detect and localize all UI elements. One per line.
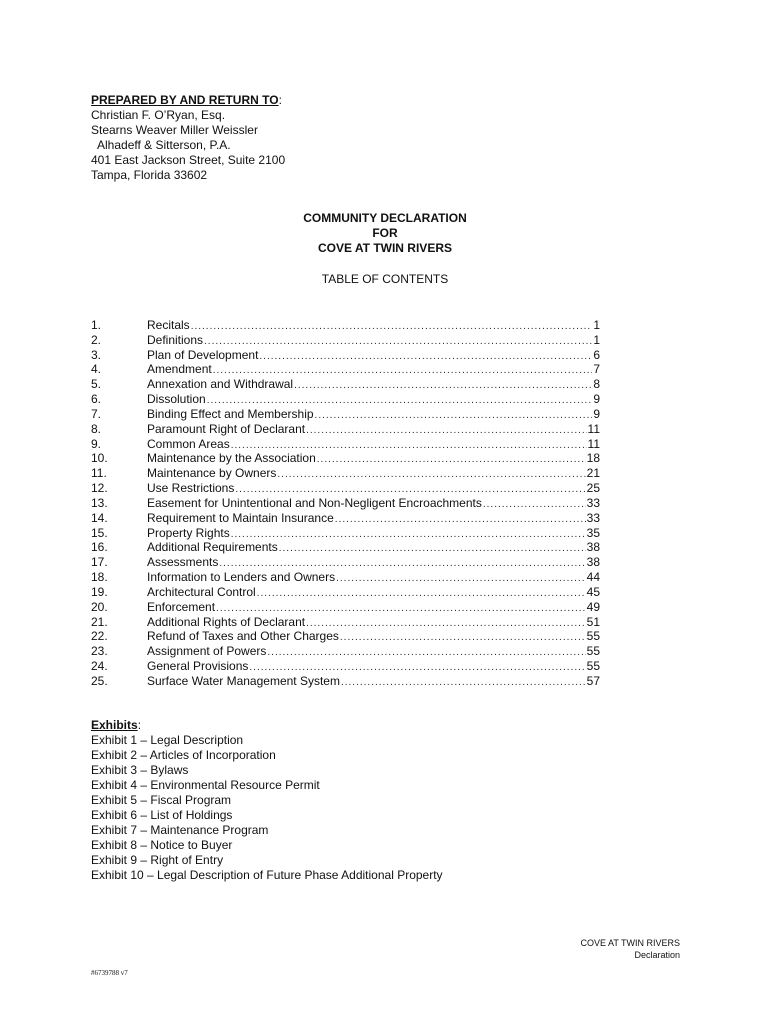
toc-entry-title: Common Areas: [147, 436, 230, 451]
toc-entry-number: 16.: [91, 540, 108, 555]
toc-entry-page: 57: [586, 673, 600, 688]
toc-entry: [91, 437, 600, 452]
toc-dot-leader: [277, 467, 585, 482]
toc-entry-number: 3.: [91, 347, 102, 362]
toc-entry-number: 22.: [91, 629, 108, 644]
toc-entry-title: Assignment of Powers: [147, 644, 267, 659]
toc-entry-title: Paramount Right of Declarant: [147, 421, 306, 436]
toc-entry: [91, 392, 600, 407]
toc-entry-page: 44: [586, 570, 600, 585]
toc-entry-page: 8: [593, 377, 600, 392]
toc-dot-leader: [191, 319, 593, 334]
toc-entry-number: 21.: [91, 614, 108, 629]
toc-entry-number: 6.: [91, 392, 102, 407]
toc-dot-leader: [235, 482, 585, 497]
toc-entry-number: 18.: [91, 570, 108, 585]
toc-dot-leader: [216, 601, 586, 616]
toc-entry-page: 45: [586, 584, 600, 599]
toc-dot-leader: [294, 378, 592, 393]
footer-title: [580, 937, 680, 961]
exhibit-item: Exhibit 8 – Notice to Buyer: [91, 838, 233, 852]
toc-entry-number: 8.: [91, 421, 102, 436]
toc-entry-page: 7: [593, 362, 600, 377]
toc-entry-page: 55: [586, 629, 600, 644]
toc-entry-page: 6: [593, 347, 600, 362]
toc-entry: [91, 318, 600, 333]
title-line-1: COMMUNITY DECLARATION: [303, 211, 467, 225]
toc-entry-title: Recitals: [147, 318, 190, 332]
prepared-heading-colon: :: [278, 93, 282, 107]
toc-entry-number: 10.: [91, 451, 108, 466]
toc-entry-title: Additional Requirements: [147, 540, 278, 555]
prepared-by-block: [91, 93, 285, 183]
toc-entry: [91, 615, 600, 630]
toc-dot-leader: [231, 438, 587, 453]
toc-entry-page: 55: [586, 659, 600, 674]
toc-entry-title: Binding Effect and Membership: [147, 406, 314, 421]
toc-entry-number: 12.: [91, 481, 108, 496]
exhibit-item: Exhibit 2 – Articles of Incorporation: [91, 748, 276, 762]
title-line-3: COVE AT TWIN RIVERS: [317, 241, 452, 255]
toc-entry-title: Requirement to Maintain Insurance: [147, 510, 334, 525]
toc-entry: [91, 555, 600, 570]
toc-entry-number: 20.: [91, 599, 108, 614]
toc-entry-title: Plan of Development: [147, 347, 259, 362]
toc-entry-page: 11: [587, 421, 600, 436]
toc-entry-title: Annexation and Withdrawal: [147, 377, 294, 392]
toc-entry-title: Maintenance by the Association: [147, 451, 316, 466]
toc-dot-leader: [306, 616, 586, 631]
toc-entry-title: Assessments: [147, 555, 219, 570]
toc-entry: [91, 674, 600, 689]
toc-entry-page: 18: [586, 451, 600, 466]
exhibits-heading-line: [91, 718, 443, 733]
toc-dot-leader: [231, 527, 586, 542]
toc-entry: [91, 377, 600, 392]
toc-dot-leader: [341, 675, 586, 690]
toc-entry-number: 25.: [91, 673, 108, 688]
document-title: [0, 211, 770, 256]
toc-entry-title: General Provisions: [147, 659, 249, 674]
toc-dot-leader: [340, 630, 586, 645]
toc-entry-title: Surface Water Management System: [147, 673, 340, 688]
footer-line-2: Declaration: [634, 950, 680, 960]
exhibit-item: Exhibit 7 – Maintenance Program: [91, 823, 269, 837]
toc-dot-leader: [315, 408, 593, 423]
toc-entry-title: Architectural Control: [147, 584, 256, 599]
toc-dot-leader: [207, 393, 593, 408]
exhibits-heading-colon: :: [137, 718, 142, 732]
toc-entry: [91, 629, 600, 644]
toc-entry: [91, 659, 600, 674]
toc-entry-number: 23.: [91, 644, 108, 659]
toc-dot-leader: [267, 645, 585, 660]
toc-entry-page: 1: [593, 318, 600, 332]
toc-entry: [91, 644, 600, 659]
toc-entry-number: 11.: [91, 466, 107, 481]
toc-entry-number: 1.: [91, 318, 102, 332]
toc-entry: [91, 585, 600, 600]
toc-entry-title: Amendment: [147, 362, 212, 377]
prepared-line-city: Tampa, Florida 33602: [91, 168, 208, 182]
toc-entry-number: 4.: [91, 362, 102, 377]
toc-entry-number: 15.: [91, 525, 108, 540]
exhibit-item: Exhibit 9 – Right of Entry: [91, 853, 224, 867]
toc-entry-number: 5.: [91, 377, 102, 392]
prepared-line-firm-cont: Alhadeff & Sitterson, P.A.: [97, 138, 231, 152]
toc-dot-leader: [219, 556, 585, 571]
toc-entry-page: 33: [586, 510, 600, 525]
exhibits-heading: Exhibits: [91, 718, 138, 732]
toc-entry-page: 25: [586, 481, 600, 496]
toc-entry: [91, 422, 600, 437]
exhibit-item: Exhibit 4 – Environmental Resource Permit: [91, 778, 320, 792]
toc-dot-leader: [483, 497, 586, 512]
toc-entry-number: 14.: [91, 510, 108, 525]
exhibit-item: Exhibit 6 – List of Holdings: [91, 808, 233, 822]
toc-entry-title: Dissolution: [147, 392, 206, 407]
exhibit-item: Exhibit 10 – Legal Description of Future Phase Additional Property: [91, 868, 443, 882]
toc-entry-page: 33: [586, 495, 600, 510]
toc-entry-number: 7.: [91, 406, 102, 421]
toc-entry-title: Enforcement: [147, 599, 216, 614]
toc-entry-number: 2.: [91, 332, 102, 347]
toc-entry-page: 9: [593, 392, 600, 407]
exhibit-list: [91, 733, 443, 883]
toc-entry-title: Easement for Unintentional and Non-Negligent Encroachments: [147, 495, 482, 510]
toc-entry-title: Use Restrictions: [147, 481, 235, 496]
toc-dot-leader: [335, 512, 586, 527]
toc-entry: [91, 451, 600, 466]
exhibits-block: [91, 718, 443, 883]
toc-entry: [91, 526, 600, 541]
toc-entry-title: Property Rights: [147, 525, 230, 540]
exhibit-item: Exhibit 1 – Legal Description: [91, 733, 244, 747]
footer-line-1: COVE AT TWIN RIVERS: [580, 938, 680, 948]
prepared-heading-line: [91, 93, 285, 108]
prepared-line-street: 401 East Jackson Street, Suite 2100: [91, 153, 286, 167]
toc-dot-leader: [306, 423, 586, 438]
toc-entry: [91, 348, 600, 363]
exhibit-item: Exhibit 3 – Bylaws: [91, 763, 189, 777]
exhibit-item: Exhibit 5 – Fiscal Program: [91, 793, 232, 807]
toc-entry-title: Definitions: [147, 332, 204, 347]
toc-entry-page: 38: [586, 540, 600, 555]
toc-entry-number: 9.: [91, 436, 102, 451]
toc-entry: [91, 362, 600, 377]
document-id: #6739788 v7: [91, 969, 128, 977]
toc-entry-title: Refund of Taxes and Other Charges: [147, 629, 339, 644]
toc-entry-page: 1: [593, 332, 600, 347]
toc-entry: [91, 466, 600, 481]
toc-entry-title: Additional Rights of Declarant: [147, 614, 306, 629]
prepared-heading: PREPARED BY AND RETURN TO: [91, 93, 279, 107]
toc-entry-page: 49: [586, 599, 600, 614]
toc-heading: TABLE OF CONTENTS: [321, 272, 449, 286]
toc-entry-number: 13.: [91, 495, 108, 510]
toc-entry-page: 11: [587, 436, 600, 451]
toc-entry-page: 21: [586, 466, 600, 481]
toc-dot-leader: [204, 334, 592, 349]
toc-entry: [91, 407, 600, 422]
title-line-2: FOR: [372, 226, 398, 240]
toc-entry-page: 9: [593, 406, 600, 421]
toc-dot-leader: [213, 363, 593, 378]
toc-entry-number: 19.: [91, 584, 108, 599]
toc-entry-number: 17.: [91, 555, 108, 570]
toc-entry: [91, 540, 600, 555]
toc-entry: [91, 333, 600, 348]
toc-entry: [91, 511, 600, 526]
toc-entry-page: 38: [586, 555, 600, 570]
toc-dot-leader: [249, 660, 585, 675]
toc-dot-leader: [259, 349, 592, 364]
toc-dot-leader: [317, 452, 586, 467]
toc-entry-number: 24.: [91, 659, 108, 674]
prepared-line-name: Christian F. O’Ryan, Esq.: [91, 108, 226, 122]
toc-entry: [91, 600, 600, 615]
toc-entry-page: 55: [586, 644, 600, 659]
toc-entry-page: 51: [586, 614, 600, 629]
toc-entry-page: 35: [586, 525, 600, 540]
toc-entry: [91, 481, 600, 496]
toc-entry-title: Maintenance by Owners: [147, 466, 277, 481]
toc-entry-title: Information to Lenders and Owners: [147, 570, 336, 585]
table-of-contents: [91, 318, 600, 689]
toc-entry: [91, 570, 600, 585]
toc-dot-leader: [336, 571, 586, 586]
toc-entry: [91, 496, 600, 511]
toc-dot-leader: [257, 586, 586, 601]
prepared-line-firm: Stearns Weaver Miller Weissler: [91, 123, 258, 137]
toc-dot-leader: [279, 541, 586, 556]
